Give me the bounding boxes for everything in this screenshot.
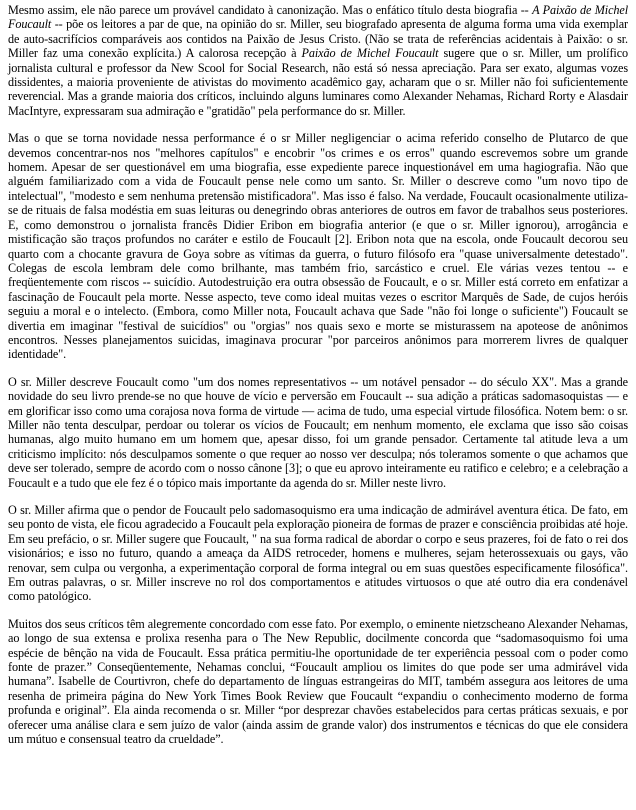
paragraph-4-text: O sr. Miller afirma que o pendor de Foucault pelo sadomasoquismo era uma indicação de admirável aventura ética. De fato, em seu ponto de vista, ele ficou agradecido a Foucault pela exploração pioneira de formas de prazer e consciência proibidas até hoje. Em seu prefácio, o sr. Miller sugere que Foucault, " na sua forma radical de abordar o corpo e seus prazeres, foi de fato o rei dos visionários; e isso no futuro, quando a ameaça da AIDS retroceder, homens e mulheres, sejam heterossexuais ou gays, vão renovar, sem culpa ou vergonha, a experimentação corporal de forma integral ou em suas questões especificamente filosófica". Em outras palavras, o sr. Miller inscreve no rol dos comportamentos e atitudes virtuosos o que até outro dia era condenável como patológico.	[8, 503, 628, 604]
book-title-italic: Paixão de Michel Foucault	[301, 46, 439, 61]
paragraph-4	[8, 503, 628, 604]
book-title-italic: A Paixão de Michel Foucault	[8, 3, 628, 32]
paragraph-5	[8, 617, 628, 747]
paragraph-1	[8, 3, 628, 118]
paragraph-3-text: O sr. Miller descreve Foucault como "um dos nomes representativos -- um notável pensador -- do século XX". Mas a grande novidade do seu livro prende-se no que houve de vício e perversão em Foucault -- sua adição a práticas sadomasoquistas — e em glorificar isso como uma corajosa nova forma de virtude — acima de tudo, uma especial virtude filosófica. Notem bem: o sr. Miller não tenta desculpar, perdoar ou tolerar os vícios de Foucault; em nenhum momento, ele exclama que isso são coisas humanas, algo muito humano em um homem que, apesar disso, foi um grande pensador. Certamente tal atitude leva a um criticismo implícito: nós desculpamos somente o que requer ao nosso ver desculpa; nós toleramos somente o que achamos que deve ser tolerado, sempre de acordo com o nosso cânone [3]; o que eu aprovo inteiramente eu ratifico e celebro; e a celebração a Foucault e a tudo que ele fez é o tópico mais importante da agenda do sr. Miller neste livro.	[8, 374, 628, 490]
paragraph-1-text: sugere que o sr. Miller, um prolífico jornalista cultural e professor da New Scool for Social Research, não está só nessa apreciação. Para ser exato, algumas vozes dissidentes, a maioria proveniente de ativistas do movimento acadêmico gay, acharam que o sr. Miller não foi suficientemente reverencial. Mas a grande maioria dos críticos, incluindo alguns luminares como Alexander Nehamas, Richard Rorty e Alasdair MacIntyre, expressaram sua admiração e "gratidão" pela performance do sr. Miller.	[8, 46, 628, 118]
paragraph-2-text: Mas o que se torna novidade nessa performance é o sr Miller negligenciar o acima referido conselho de Plutarco de que devemos concentrar-nos nos "melhores capítulos" e encobrir "os crimes e os erros" quando escrevemos sobre um grande homem. Apesar de ser questionável em uma biografia, esse expediente parece inquestionável em uma hagiografia. Não que alguém familiarizado com a vida de Foucault pense nele como um santo. Sr. Miller o descreve como "um novo tipo de intelectual", "modesto e sem nenhuma pretensão mistificadora". Mas isso é falso. Na verdade, Foucault ocasionalmente utiliza-se de rituais de falsa modéstia em suas leituras ou denegrindo obras anteriores de outros em favor de trabalhos seus posteriores. E, como demonstrou o jornalista francês Didier Eribon em biografia anterior (e que o sr. Miller ignorou), arrogância e mistificação são traços profundos no caráter e estilo de Foucault [2]. Eribon nota que na escola, onde Foucault decorou seu quarto com a chocante gravura de Goya sobre as vítimas da guerra, o futuro filósofo era "quase universalmente detestado". Colegas de escola lembram dele como brilhante, mas também frio, sarcástico e cruel. Ele várias vezes tentou -- e freqüentemente com riscos -- suicídio. Autodestruição era outra obsessão de Foucault, e o sr. Miller está correto em enfatizar a fascinação de Foucault pela morte. Nesse aspecto, teve como ideal muitas vezes o escritor Marquês de Sade, de cujos heróis seguiu a moral e o intelecto. (Embora, como Miller nota, Foucault achava que Sade "não foi longe o suficiente") Foucault se divertia em imaginar "festival de suicídios" ou "orgias" nos quais sexo e morte se misturassem na apoteose de anônimos encontros. Nesses planejamentos suicidas, imaginava procurar "por parceiros anônimos para morrerem livres de qualquer identidade".	[8, 131, 628, 362]
paragraph-2	[8, 131, 628, 362]
paragraph-3	[8, 375, 628, 490]
paragraph-1-text: Mesmo assim, ele não parece um provável candidato à canonização. Mas o enfático título desta biografia --	[8, 3, 533, 17]
paragraph-5-text: Muitos dos seus críticos têm alegremente concordado com esse fato. Por exemplo, o eminente nietzscheano Alexander Nehamas, ao longo de sua extensa e prolixa resenha para o The New Republic, docilmente concorda que “sadomasoquismo foi uma espécie de bênção na vida de Foucault. Essa prática permitiu-lhe oportunidade de ter experiência pessoal com o poder como fonte de prazer.” Conseqüentemente, Nehamas conclui, “Foucault ampliou os limites do que pode ser uma admirável vida humana”. Isabelle de Courtivron, chefe do departamento de línguas estrangeiras do MIT, também assegura aos leitores de uma resenha de primeira página do New York Times Book Review que Foucault “expandiu o conhecimento moderno de forma profunda e original”. Ela ainda recomenda o sr. Miller “por desprezar chavões estabelecidos para certas práticas sexuais, e por oferecer uma análise clara e sem juízo de valor (ainda assim de grande valor) dos instrumentos e técnicas do que ele considera um mútuo e consensual teatro da crueldade”.	[8, 616, 628, 747]
paragraph-1-text: -- põe os leitores a par de que, na opinião do sr. Miller, seu biografado apresenta de alguma forma uma vida exemplar de auto-sacrifícios comparáveis aos contidos na Paixão de Jesus Cristo. (Não se trata de referências acidentais à Paixão: o sr. Miller faz uma conexão explícita.) A calorosa recepção à	[8, 17, 628, 61]
